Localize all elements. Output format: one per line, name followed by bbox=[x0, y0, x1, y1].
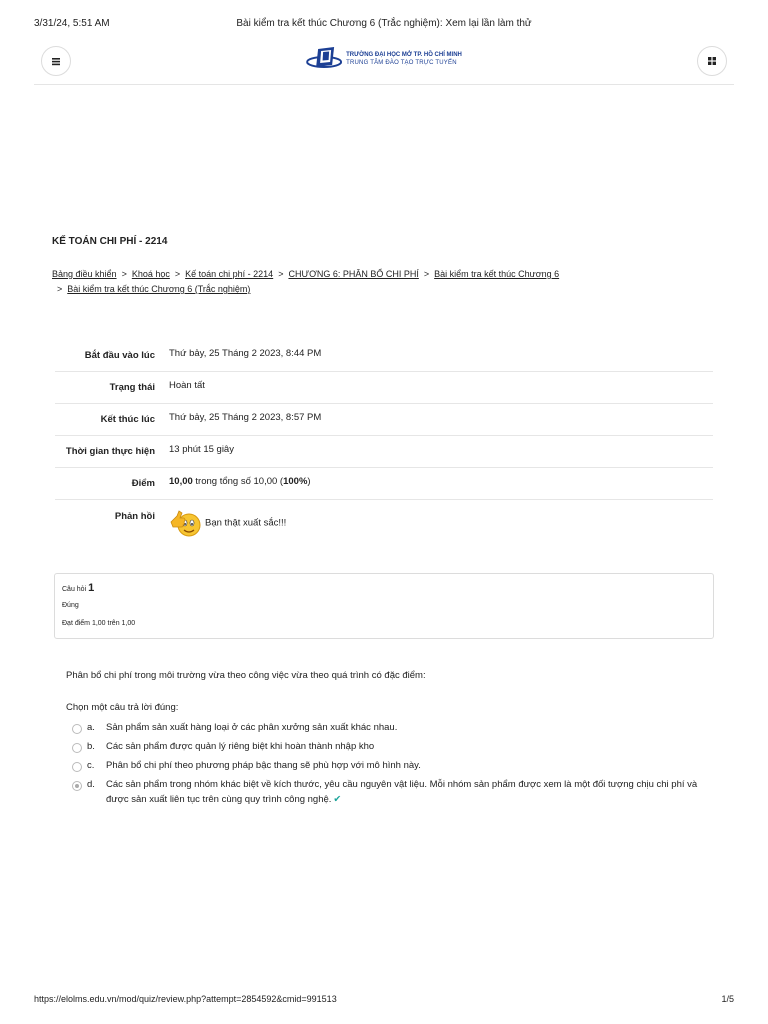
summary-row-completed bbox=[55, 404, 713, 436]
course-title: KẾ TOÁN CHI PHÍ - 2214 bbox=[52, 236, 168, 247]
answer-option-a[interactable] bbox=[70, 720, 710, 735]
grade-mid: trong tổng số 10,00 ( bbox=[192, 476, 284, 487]
answer-letter: b. bbox=[87, 741, 95, 752]
answer-prompt: Chọn một câu trả lời đúng: bbox=[66, 702, 179, 713]
thumbs-up-emoji-icon bbox=[169, 508, 203, 538]
nav-drawer-button[interactable] bbox=[41, 46, 71, 76]
apps-menu-button[interactable] bbox=[697, 46, 727, 76]
answer-radio[interactable] bbox=[72, 743, 82, 753]
print-page-number: 1/5 bbox=[721, 994, 734, 1004]
completed-label: Kết thúc lúc bbox=[55, 404, 169, 436]
question-number-label: Câu hỏi bbox=[62, 586, 87, 593]
answer-text: Các sản phẩm trong nhóm khác biệt về kích thước, yêu cầu nguyên vật liệu. Mỗi nhóm sản phẩm được xem là một đối tượng chịu chi phí và được sản xuất liên tục trên cùng quy trình công nghệ. bbox=[106, 779, 698, 805]
started-value: Thứ bảy, 25 Tháng 2 2023, 8:44 PM bbox=[169, 348, 322, 359]
question-state: Đúng bbox=[62, 602, 79, 609]
breadcrumb-quiz[interactable]: Bài kiểm tra kết thúc Chương 6 (Trắc nghiệm) bbox=[67, 284, 251, 294]
site-logo[interactable] bbox=[306, 46, 462, 72]
logo-line1: TRƯỜNG ĐẠI HỌC MỞ TP. HỒ CHÍ MINH bbox=[346, 52, 462, 58]
question-text: Phân bổ chi phí trong môi trường vừa theo công việc vừa theo quá trình có đặc điểm: bbox=[66, 670, 426, 681]
summary-row-feedback bbox=[55, 500, 713, 553]
breadcrumb-separator: > bbox=[278, 269, 284, 279]
summary-row-time bbox=[55, 436, 713, 468]
breadcrumb-separator: > bbox=[423, 269, 430, 279]
question-info-box bbox=[54, 573, 714, 639]
breadcrumb-courses[interactable]: Khoá học bbox=[131, 269, 170, 279]
state-label: Trạng thái bbox=[55, 372, 169, 404]
grade-value bbox=[169, 468, 713, 500]
answer-letter: d. bbox=[87, 779, 95, 790]
quiz-summary-table bbox=[55, 340, 713, 552]
grade-score: 10,00 bbox=[169, 476, 193, 487]
feedback-value-cell bbox=[169, 500, 713, 553]
summary-row-started bbox=[55, 340, 713, 372]
completed-value: Thứ bảy, 25 Tháng 2 2023, 8:57 PM bbox=[169, 404, 713, 436]
answer-text: Các sản phẩm được quản lý riêng biệt khi hoàn thành nhập kho bbox=[106, 741, 375, 752]
logo-line2: TRUNG TÂM ĐÀO TẠO TRỰC TUYẾN bbox=[346, 60, 457, 66]
started-label: Bắt đầu vào lúc bbox=[84, 350, 155, 361]
print-doc-title: Bài kiểm tra kết thúc Chương 6 (Trắc nghiệm): Xem lại lần làm thử bbox=[236, 18, 532, 29]
state-value: Hoàn tất bbox=[169, 372, 713, 404]
breadcrumb-separator: > bbox=[57, 284, 63, 294]
breadcrumb-chapter[interactable]: CHƯƠNG 6: PHÂN BỔ CHI PHÍ bbox=[288, 269, 419, 279]
top-navbar bbox=[34, 40, 734, 85]
print-datetime: 3/31/24, 5:51 AM bbox=[34, 18, 110, 29]
answer-option-d[interactable] bbox=[70, 777, 710, 807]
print-url: https://elolms.edu.vn/mod/quiz/review.php?attempt=2854592&cmid=991513 bbox=[34, 994, 337, 1004]
answer-option-b[interactable] bbox=[70, 739, 710, 754]
grid-icon bbox=[707, 56, 717, 66]
answer-text: Phân bổ chi phí theo phương pháp bậc thang sẽ phù hợp với mô hình này. bbox=[106, 760, 421, 771]
answer-radio[interactable] bbox=[72, 724, 82, 734]
time-label: Thời gian thực hiện bbox=[55, 436, 169, 468]
hamburger-icon bbox=[51, 57, 61, 66]
question-mark: Đạt điểm 1,00 trên 1,00 bbox=[62, 620, 136, 627]
feedback-label: Phản hồi bbox=[55, 500, 169, 553]
summary-row-state bbox=[55, 372, 713, 404]
breadcrumb-separator: > bbox=[121, 269, 127, 279]
grade-percent: 100% bbox=[283, 476, 308, 487]
grade-label: Điểm bbox=[55, 468, 169, 500]
breadcrumb-separator: > bbox=[174, 269, 181, 279]
question-number-value: 1 bbox=[88, 582, 95, 594]
answer-option-c[interactable] bbox=[70, 758, 710, 773]
answer-letter: c. bbox=[87, 760, 95, 771]
breadcrumb bbox=[52, 267, 652, 297]
summary-row-grade bbox=[55, 468, 713, 500]
checkmark-icon: ✔ bbox=[333, 794, 342, 805]
answer-radio[interactable] bbox=[72, 762, 82, 772]
answer-list bbox=[70, 720, 710, 811]
answer-text: Sản phẩm sản xuất hàng loại ở các phân xưởng sản xuất khác nhau. bbox=[106, 722, 398, 733]
breadcrumb-dashboard[interactable]: Bảng điều khiển bbox=[52, 269, 117, 279]
answer-letter: a. bbox=[87, 722, 95, 733]
answer-radio-selected[interactable] bbox=[72, 781, 82, 791]
grade-end: ) bbox=[307, 476, 311, 487]
question-number bbox=[62, 582, 94, 594]
time-value: 13 phút 15 giây bbox=[169, 436, 713, 468]
breadcrumb-quiz-section[interactable]: Bài kiểm tra kết thúc Chương 6 bbox=[434, 269, 560, 279]
university-logo-icon bbox=[306, 46, 342, 72]
feedback-text: Bạn thật xuất sắc!!! bbox=[205, 517, 287, 529]
breadcrumb-course[interactable]: Kế toán chi phí - 2214 bbox=[185, 269, 274, 279]
